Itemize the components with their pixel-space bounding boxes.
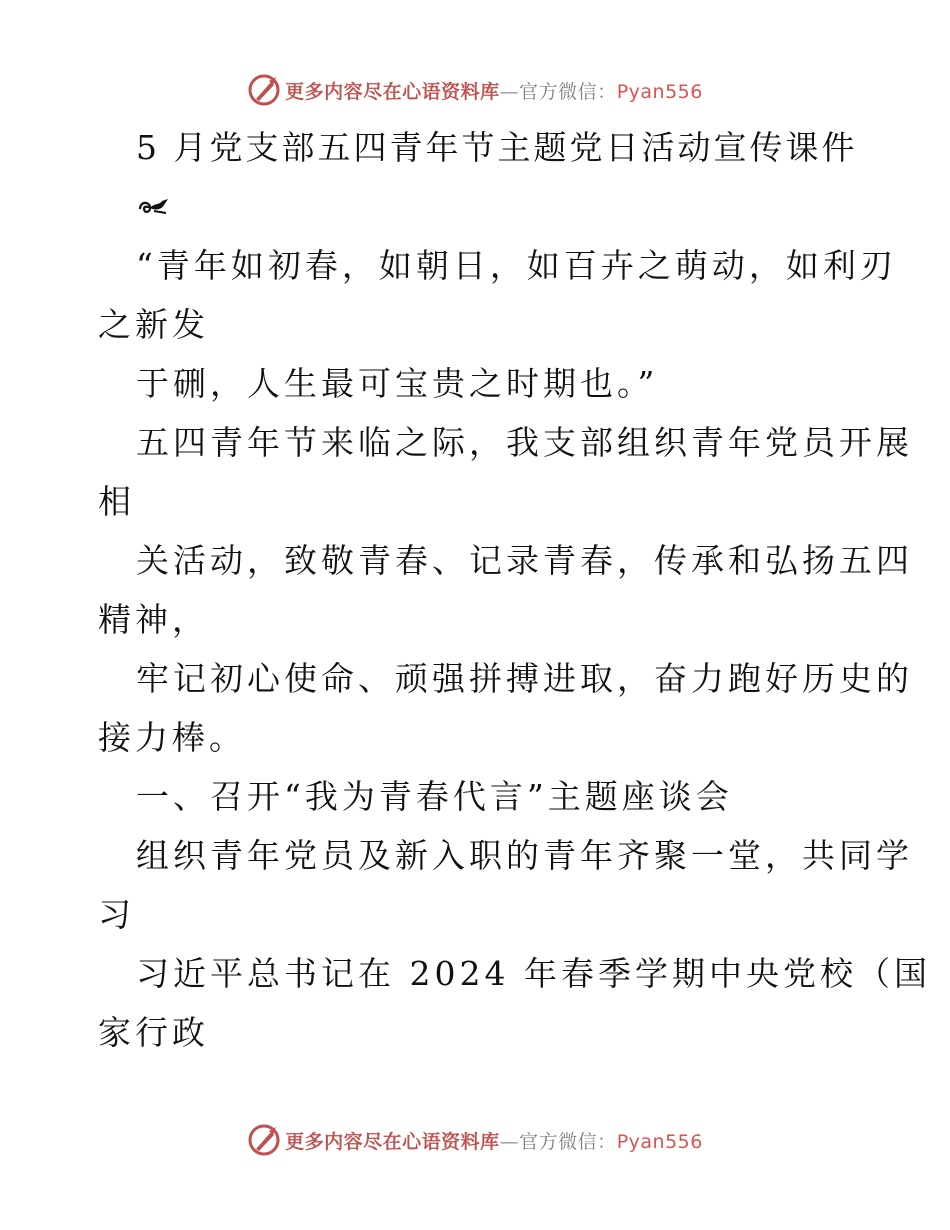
paragraph-line: 习 bbox=[98, 895, 135, 934]
banner-wechat-id: Pyan556 bbox=[616, 80, 703, 103]
banner-wechat-label: 官方微信： bbox=[519, 80, 617, 103]
banner-dash: — bbox=[499, 1130, 520, 1153]
paragraph-line: 之新发 bbox=[98, 305, 209, 344]
paragraph-line: “青年如初春，如朝日，如百卉之萌动，如利刃 bbox=[136, 246, 897, 285]
ornament-row bbox=[98, 177, 858, 236]
paragraph-line: 关活动，致敬青春、记录青春，传承和弘扬五四 bbox=[136, 541, 913, 580]
paragraph-line: 接力棒。 bbox=[98, 718, 246, 757]
banner-wechat-label: 官方微信： bbox=[519, 1130, 617, 1153]
document-body bbox=[98, 118, 931, 1062]
document-title: 5 月党支部五四青年节主题党日活动宣传课件 bbox=[136, 128, 858, 167]
quill-logo-icon bbox=[247, 1123, 281, 1157]
paragraph-line: 家行政 bbox=[98, 1013, 209, 1052]
quill-logo-icon bbox=[247, 73, 281, 107]
paragraph-line: 组织青年党员及新入职的青年齐聚一堂，共同学 bbox=[136, 836, 913, 875]
paragraph-line: 精神， bbox=[98, 600, 209, 639]
banner-dash: — bbox=[499, 80, 520, 103]
banner-wechat-id: Pyan556 bbox=[616, 1130, 703, 1153]
flourish-ornament-icon bbox=[136, 195, 172, 219]
paragraph-line: 于硎，人生最可宝贵之时期也。” bbox=[136, 364, 659, 403]
banner-text bbox=[285, 77, 703, 104]
paragraph-line: 牢记初心使命、顽强拼搏进取，奋力跑好历史的 bbox=[136, 659, 913, 698]
paragraph-line: 相 bbox=[98, 482, 135, 521]
banner-site-name: 更多内容尽在心语资料库 bbox=[285, 1130, 500, 1153]
banner-text bbox=[285, 1127, 703, 1154]
paragraph-line: 习近平总书记在 2024 年春季学期中央党校（国 bbox=[136, 954, 931, 993]
paragraph-line: 五四青年节来临之际，我支部组织青年党员开展 bbox=[136, 423, 913, 462]
footer-banner bbox=[0, 1118, 950, 1162]
banner-site-name: 更多内容尽在心语资料库 bbox=[285, 80, 500, 103]
header-banner bbox=[0, 68, 950, 112]
section-heading: 一、召开“我为青春代言”主题座谈会 bbox=[136, 777, 733, 816]
